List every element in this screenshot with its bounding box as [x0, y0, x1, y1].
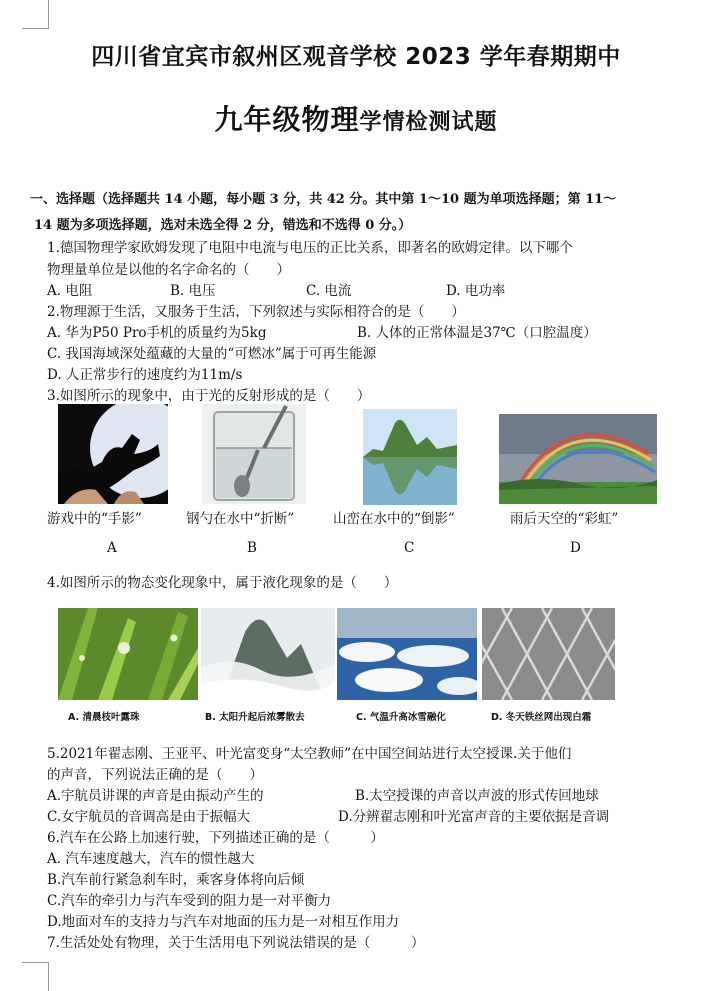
- q4-image-fog-dispersing: [201, 608, 335, 700]
- q4-caption-c: C. 气温升高冰雪融化: [356, 712, 446, 723]
- q7-stem: 7.生活处处有物理，关于生活用电下列说法错误的是（ ）: [47, 935, 425, 951]
- q4-image-dew-on-leaves: [58, 608, 198, 700]
- q5-option-b: B.太空授课的声音以声波的形式传回地球: [355, 788, 599, 804]
- q6-option-b: B.汽车前行紧急刹车时，乘客身体将向后倾: [47, 872, 305, 888]
- q4-caption-b: B. 太阳升起后浓雾散去: [205, 712, 305, 723]
- q6-option-c: C.汽车的牵引力与汽车受到的阻力是一对平衡力: [47, 893, 332, 909]
- q4-caption-a: A. 清晨枝叶露珠: [68, 712, 140, 723]
- q1-option-b: B. 电压: [170, 283, 216, 299]
- q5-option-a: A.宇航员讲课的声音是由振动产生的: [47, 788, 264, 804]
- q2-option-d: D. 人正常步行的速度约为11m/s: [47, 367, 243, 383]
- q5-stem-line2: 的声音，下列说法正确的是（ ）: [47, 767, 263, 783]
- q5-option-c: C.女宇航员的音调高是由于振幅大: [47, 809, 251, 825]
- q2-option-c: C. 我国海域深处蕴藏的大量的“可燃冰”属于可再生能源: [47, 346, 377, 362]
- q1-stem-line2: 物理量单位是以他的名字命名的（ ）: [47, 262, 290, 278]
- q4-image-ice-snow-melting: [337, 608, 477, 700]
- q3-image-rainbow: [499, 414, 657, 504]
- q3-caption-a: 游戏中的“手影”: [47, 511, 142, 527]
- q4-stem: 4.如图所示的物态变化现象中，属于液化现象的是（ ）: [47, 575, 398, 591]
- exam-title-line2: [0, 98, 712, 138]
- section1-instructions-line1: 一、选择题（选择题共 14 小题，每小题 3 分，共 42 分。其中第 1～10 题为单项选择题；第 11～: [30, 192, 617, 207]
- q3-image-spoon-in-water: [202, 404, 306, 504]
- q6-option-d: D.地面对车的支持力与汽车对地面的压力是一对相互作用力: [47, 914, 400, 930]
- q3-letter-c: C: [404, 540, 415, 556]
- q3-letter-b: B: [247, 540, 257, 556]
- q3-image-hand-shadow: [58, 404, 168, 504]
- q6-option-a: A. 汽车速度越大，汽车的惯性越大: [47, 851, 255, 867]
- q3-image-mountain-reflection: [363, 409, 457, 505]
- section1-instructions-line2: 14 题为多项选择题，选对未选全得 2 分，错选和不选得 0 分。）: [34, 218, 412, 233]
- q6-stem: 6.汽车在公路上加速行驶，下列描述正确的是（ ）: [47, 830, 384, 846]
- q1-option-c: C. 电流: [306, 283, 352, 299]
- exam-title-line1: 四川省宜宾市叙州区观音学校 2023 学年春期期中: [91, 44, 621, 70]
- q3-letter-d: D: [570, 540, 581, 556]
- q3-stem: 3.如图所示的现象中，由于光的反射形成的是（ ）: [47, 388, 371, 404]
- q5-stem-line1: 5.2021年翟志刚、王亚平、叶光富变身“太空教师”在中国空间站进行太空授课.关于他们: [47, 746, 572, 762]
- q3-caption-d: 雨后天空的“彩虹”: [510, 511, 619, 527]
- q2-stem: 2.物理源于生活，又服务于生活，下列叙述与实际相符合的是（ ）: [47, 304, 465, 320]
- q2-option-b: B. 人体的正常体温是37℃（口腔温度）: [357, 325, 597, 341]
- q1-option-a: A. 电阻: [47, 283, 93, 299]
- q2-option-a: A. 华为P50 Pro手机的质量约为5kg: [47, 325, 267, 341]
- q4-image-frost-on-wire-fence: [482, 608, 615, 700]
- page-corner-mark-top: [22, 0, 49, 29]
- page-corner-mark-bottom: [22, 962, 49, 991]
- q3-caption-b: 钢勺在水中“折断”: [186, 511, 295, 527]
- exam-title-type: 学情检测试题: [359, 110, 498, 135]
- q4-caption-d: D. 冬天铁丝网出现白霜: [491, 712, 592, 723]
- q1-stem-line1: 1.德国物理学家欧姆发现了电阻中电流与电压的正比关系，即著名的欧姆定律。以下哪个: [47, 240, 573, 256]
- q1-option-d: D. 电功率: [446, 283, 506, 299]
- q3-caption-c: 山峦在水中的“倒影”: [333, 511, 455, 527]
- exam-title-grade-subject: 九年级物理: [214, 103, 360, 136]
- q5-option-d: D.分辨翟志刚和叶光富声音的主要依据是音调: [338, 809, 610, 825]
- q3-letter-a: A: [107, 540, 117, 556]
